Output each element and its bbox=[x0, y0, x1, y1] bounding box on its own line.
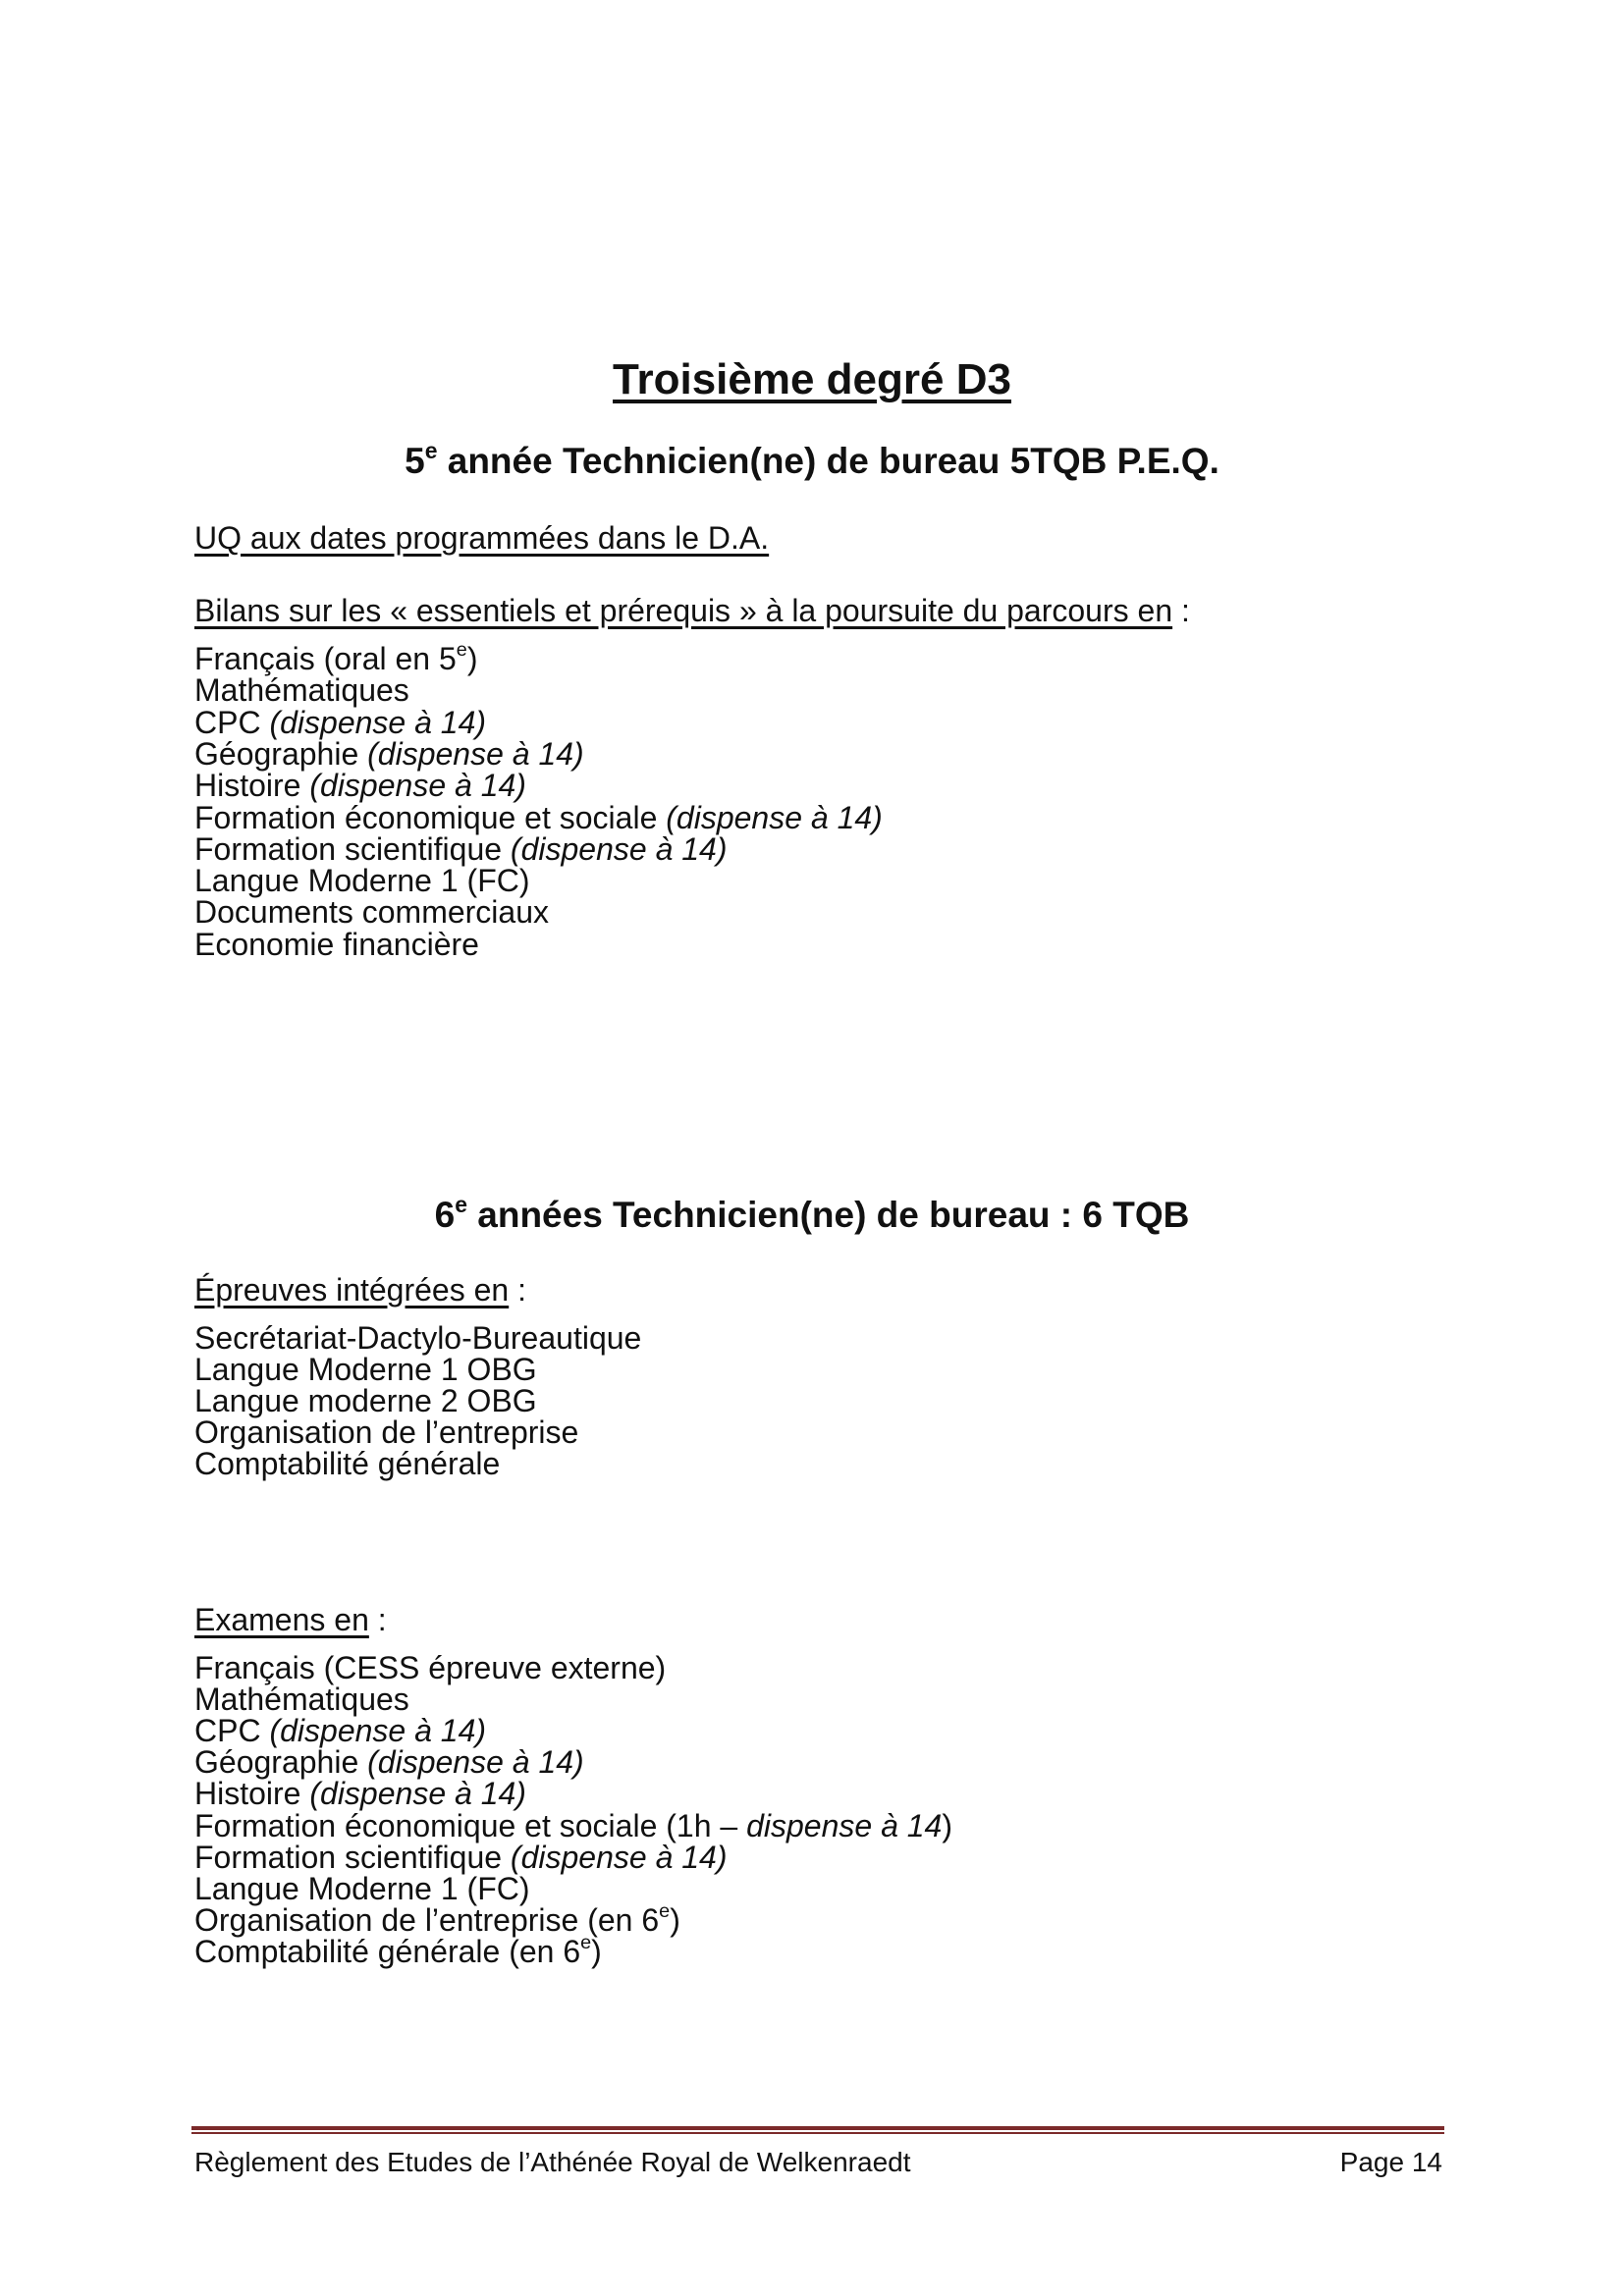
item-dispense-note: (dispense à 14) bbox=[666, 799, 883, 835]
list-item: Secrétariat-Dactylo-Bureautique bbox=[194, 1320, 642, 1356]
bilans-colon: : bbox=[1172, 593, 1190, 628]
list-item: Langue Moderne 1 OBG bbox=[194, 1352, 537, 1387]
uq-line: UQ aux dates programmées dans le D.A. bbox=[194, 520, 770, 556]
section-heading-6tqb bbox=[0, 1190, 1624, 1241]
item-text: Géographie bbox=[194, 1744, 368, 1781]
heading-number: 5 bbox=[405, 441, 425, 481]
heading-text: année Technicien(ne) de bureau 5TQB P.E.Q. bbox=[437, 441, 1219, 481]
item-text: Français (oral en 5 bbox=[194, 641, 457, 676]
item-text: Formation scientifique bbox=[194, 1839, 511, 1875]
item-text: Formation économique et sociale (1h – bbox=[194, 1807, 747, 1843]
item-ordinal: e bbox=[659, 1900, 671, 1923]
heading-ordinal: e bbox=[424, 437, 438, 463]
list-item: Organisation de l’entreprise bbox=[194, 1415, 579, 1450]
examens-colon: : bbox=[368, 1602, 387, 1637]
item-text: Langue Moderne 1 (FC) bbox=[194, 1870, 530, 1906]
item-ordinal: e bbox=[456, 639, 467, 662]
item-text: Formation économique et sociale bbox=[194, 799, 667, 835]
item-text: Histoire bbox=[194, 768, 310, 804]
epreuves-label: Épreuves intégrées en bbox=[194, 1272, 510, 1308]
item-text: Economie financière bbox=[194, 926, 479, 962]
item-dispense-note: (dispense à 14) bbox=[367, 735, 584, 772]
heading-number: 6 bbox=[434, 1195, 456, 1235]
bilans-heading bbox=[194, 587, 1190, 634]
item-dispense-note: (dispense à 14) bbox=[269, 1713, 487, 1749]
item-text: CPC bbox=[194, 1713, 270, 1749]
bilans-label: Bilans sur les « essentiels et prérequis » à la poursuite du parcours en bbox=[194, 593, 1173, 628]
list-item: Comptabilité générale bbox=[194, 1446, 501, 1481]
item-text: CPC bbox=[194, 704, 270, 740]
item-dispense-note: (dispense à 14) bbox=[510, 830, 728, 867]
item-text: Français (CESS épreuve externe) bbox=[194, 1650, 667, 1685]
footer-page-number: Page 14 bbox=[1339, 2147, 1442, 2177]
list-item bbox=[194, 921, 479, 968]
footer-document-title: Règlement des Etudes de l’Athénée Royal de Welkenraedt bbox=[194, 2147, 911, 2177]
examens-heading bbox=[194, 1596, 387, 1643]
item-tail: ) bbox=[670, 1901, 680, 1938]
list-item: Langue moderne 2 OBG bbox=[194, 1383, 537, 1418]
item-ordinal: e bbox=[580, 1932, 592, 1954]
item-text: Comptabilité générale (en 6 bbox=[194, 1933, 581, 1969]
item-dispense-note: dispense à 14 bbox=[746, 1807, 943, 1843]
footer-divider-thin bbox=[191, 2132, 1444, 2134]
item-tail: ) bbox=[591, 1933, 602, 1969]
list-item bbox=[194, 1928, 602, 1975]
item-dispense-note: (dispense à 14) bbox=[510, 1839, 728, 1875]
page-title: Troisième degré D3 bbox=[613, 355, 1011, 403]
item-text: Formation scientifique bbox=[194, 830, 511, 867]
epreuves-colon: : bbox=[509, 1272, 526, 1308]
item-text: Mathématiques bbox=[194, 672, 409, 709]
item-dispense-note: (dispense à 14) bbox=[367, 1744, 584, 1781]
epreuves-heading bbox=[194, 1266, 526, 1313]
item-dispense-note: (dispense à 14) bbox=[309, 768, 526, 804]
examens-label: Examens en bbox=[194, 1602, 369, 1637]
item-dispense-note: (dispense à 14) bbox=[309, 1776, 526, 1812]
heading-text: années Technicien(ne) de bureau : 6 TQB bbox=[466, 1195, 1190, 1235]
item-tail: ) bbox=[942, 1807, 952, 1843]
item-text: Documents commerciaux bbox=[194, 894, 549, 931]
item-text: Mathématiques bbox=[194, 1682, 409, 1718]
item-text: Langue Moderne 1 (FC) bbox=[194, 863, 530, 899]
item-tail: ) bbox=[466, 641, 478, 676]
footer-divider bbox=[191, 2126, 1444, 2137]
item-text: Géographie bbox=[194, 735, 368, 772]
heading-ordinal: e bbox=[455, 1191, 467, 1217]
item-dispense-note: (dispense à 14) bbox=[269, 704, 487, 740]
item-text: Histoire bbox=[194, 1776, 310, 1812]
section-heading-5tqb bbox=[0, 436, 1624, 487]
item-text: Organisation de l’entreprise (en 6 bbox=[194, 1901, 660, 1938]
footer-divider-thick bbox=[191, 2126, 1444, 2130]
